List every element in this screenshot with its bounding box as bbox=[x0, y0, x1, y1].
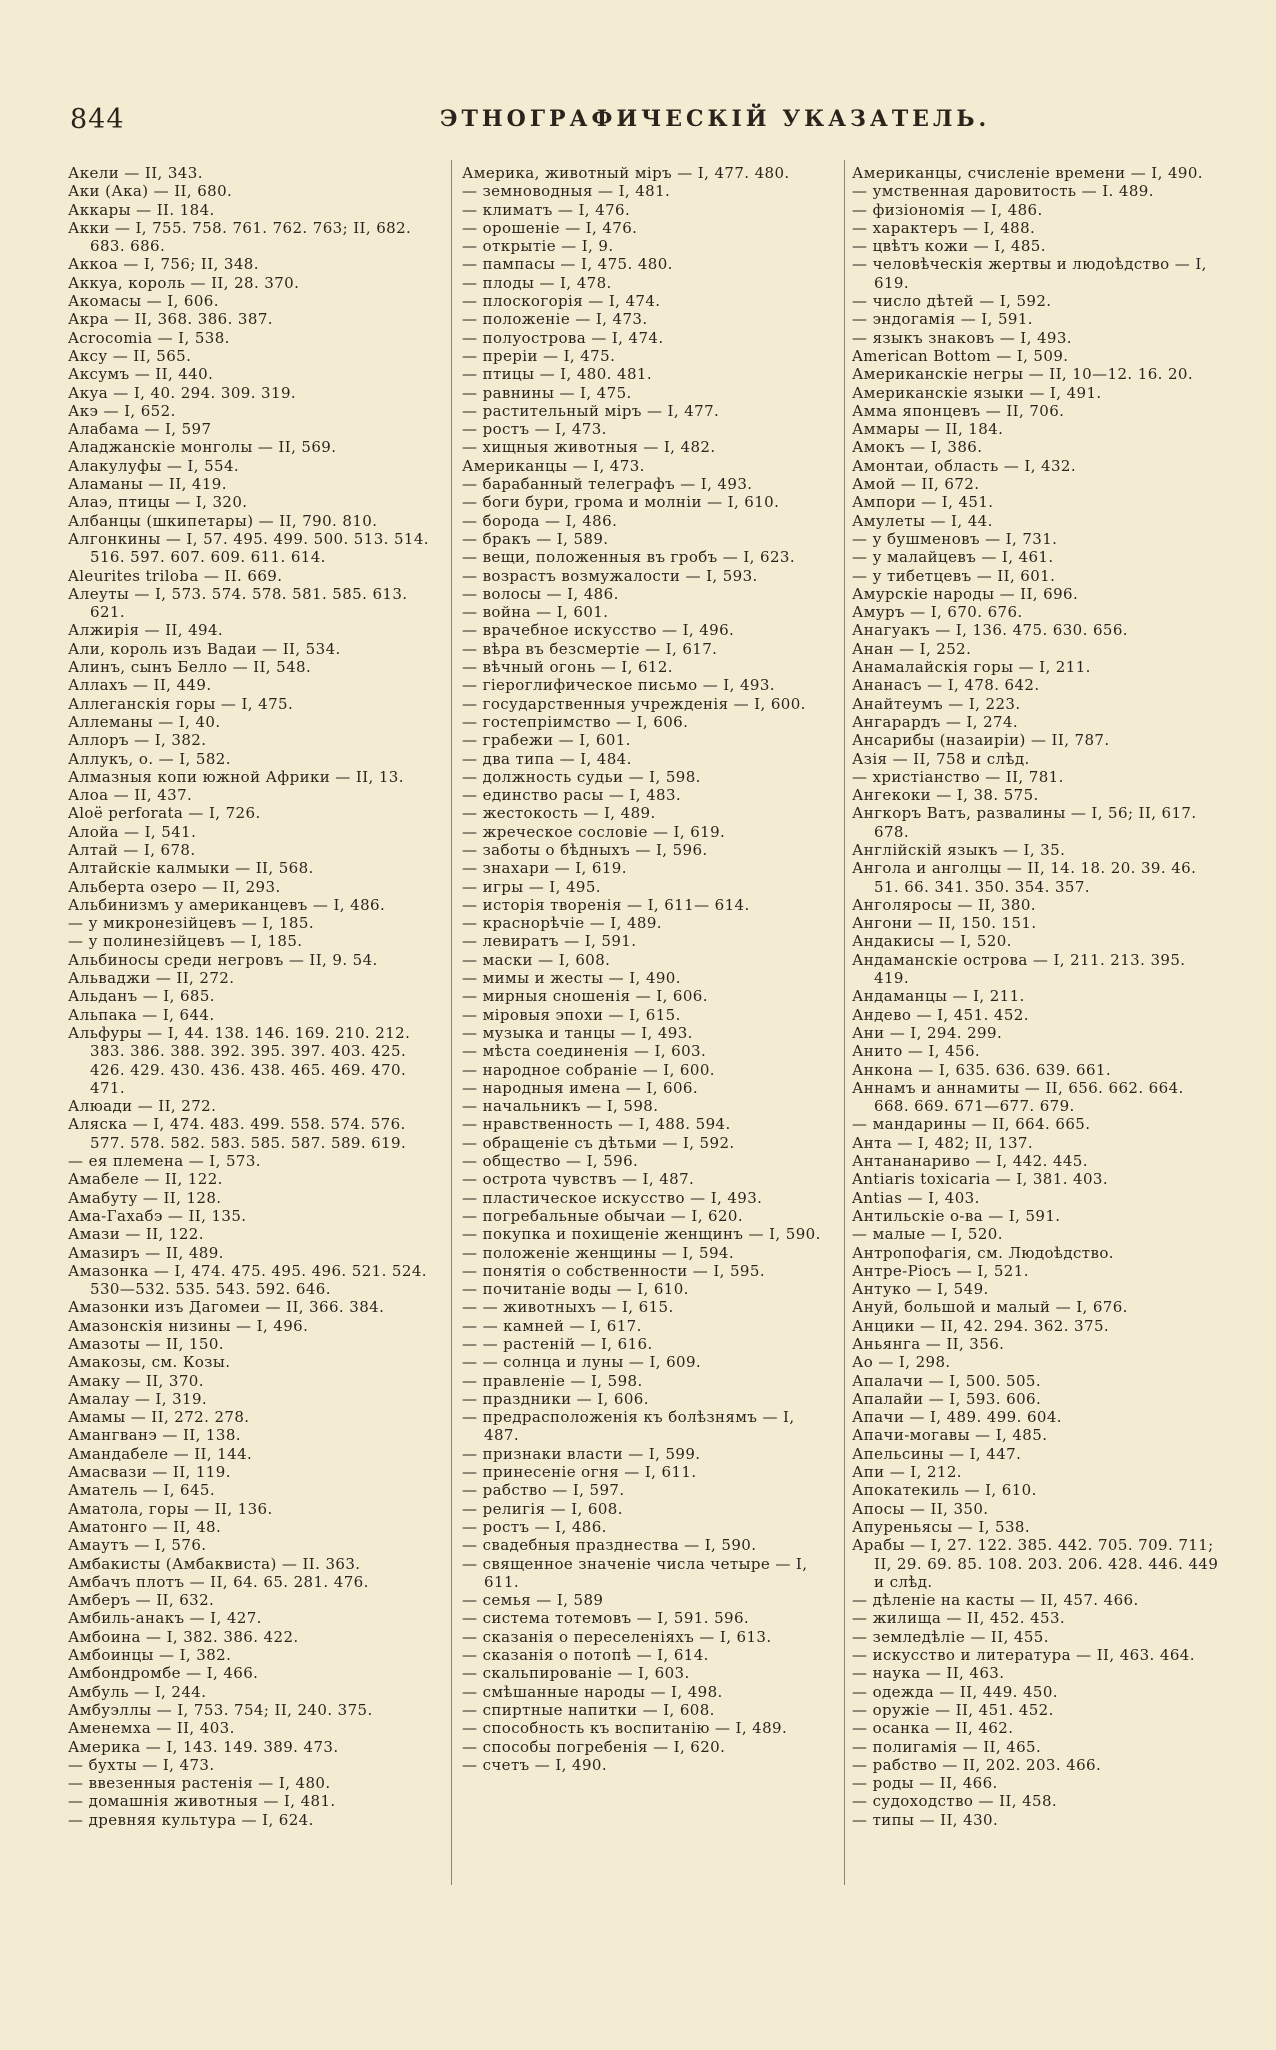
index-entry: Анта — I, 482; II, 137. bbox=[852, 1133, 1034, 1152]
index-entry: Амберъ — II, 632. bbox=[68, 1591, 215, 1610]
index-entry: Акели — II, 343. bbox=[68, 164, 203, 182]
index-entry: Амбуэллы — I, 753. 754; II, 240. 375. bbox=[68, 1700, 373, 1719]
index-entry: Аладжанскіе монголы — II, 569. bbox=[68, 438, 337, 457]
index-entry: — грабежи — I, 601. bbox=[462, 731, 631, 750]
index-entry: Амазонки изъ Дагомеи — II, 366. 384. bbox=[68, 1298, 385, 1317]
index-entry: — — солнца и луны — I, 609. bbox=[462, 1353, 702, 1372]
index-entry: — религія — I, 608. bbox=[462, 1499, 623, 1518]
index-entry: Акэ — I, 652. bbox=[68, 401, 176, 420]
index-entry: Анкона — I, 635. 636. 639. 661. bbox=[852, 1060, 1111, 1079]
index-entry: — дѣленіе на касты — II, 457. 466. bbox=[852, 1591, 1139, 1610]
index-entry: — роды — II, 466. bbox=[852, 1774, 998, 1793]
index-entry: — праздники — I, 606. bbox=[462, 1389, 649, 1408]
index-entry: — музыка и танцы — I, 493. bbox=[462, 1023, 693, 1042]
index-entry: — климатъ — I, 476. bbox=[462, 200, 631, 219]
index-entry: — краснорѣчіе — I, 489. bbox=[462, 914, 662, 933]
index-entry: Амбоинцы — I, 382. bbox=[68, 1646, 232, 1665]
index-entry: Амамы — II, 272. 278. bbox=[68, 1408, 250, 1427]
index-entry: — число дѣтей — I, 592. bbox=[852, 292, 1052, 311]
index-entry: Ангола и анголцы — II, 14. 18. 20. 39. 46. 51. 66. 341. 350. 354. 357. bbox=[852, 859, 1197, 896]
index-entry: — искусство и литература — II, 463. 464. bbox=[852, 1646, 1195, 1665]
index-entry: — почитаніе воды — I, 610. bbox=[462, 1280, 689, 1299]
index-entry: — заботы о бѣдныхъ — I, 596. bbox=[462, 840, 708, 859]
index-entry: Анайтеумъ — I, 223. bbox=[852, 694, 1021, 713]
index-entry: — бухты — I, 473. bbox=[68, 1755, 215, 1774]
index-entry: — борода — I, 486. bbox=[462, 511, 618, 530]
index-entry: — — растеній — I, 616. bbox=[462, 1335, 653, 1353]
index-entry: — судоходство — II, 458. bbox=[852, 1792, 1058, 1811]
index-entry: Амангванэ — II, 138. bbox=[68, 1426, 241, 1445]
index-entry: Анцики — II, 42. 294. 362. 375. bbox=[852, 1316, 1110, 1335]
index-entry: Албанцы (шкипетары) — II, 790. 810. bbox=[68, 511, 378, 530]
index-entry: Американцы — I, 473. bbox=[462, 456, 645, 475]
index-entry: Амонтаи, область — I, 432. bbox=[852, 456, 1077, 475]
index-column-left bbox=[68, 164, 443, 1829]
index-entry: Аки (Ака) — II, 680. bbox=[68, 182, 233, 201]
index-entry: — человѣческія жертвы и людоѣдство — I, 619. bbox=[852, 255, 1207, 292]
index-entry: Али, король изъ Вадаи — II, 534. bbox=[68, 639, 341, 658]
index-entry: — міровыя эпохи — I, 615. bbox=[462, 1005, 681, 1024]
index-entry: — понятія о собственности — I, 595. bbox=[462, 1261, 765, 1280]
index-entry: Антре-Ріосъ — I, 521. bbox=[852, 1261, 1029, 1280]
index-entry: — эндогамія — I, 591. bbox=[852, 310, 1033, 329]
index-entry: Амакозы, см. Козы. bbox=[68, 1353, 231, 1372]
index-entry: Алоа — II, 437. bbox=[68, 786, 193, 805]
index-entry: Аллоръ — I, 382. bbox=[68, 731, 207, 750]
index-entry: — древняя культура — I, 624. bbox=[68, 1810, 314, 1829]
index-entry: — предрасположенія къ болѣзнямъ — I, 487. bbox=[462, 1408, 795, 1445]
index-entry: Алмазныя копи южной Африки — II, 13. bbox=[68, 767, 404, 786]
index-entry: — погребальные обычаи — I, 620. bbox=[462, 1206, 744, 1225]
index-entry: Алинъ, сынъ Белло — II, 548. bbox=[68, 658, 312, 677]
index-entry: — гостепріимство — I, 606. bbox=[462, 712, 689, 731]
index-entry: — языкъ знаковъ — I, 493. bbox=[852, 328, 1072, 347]
index-entry: Амбиль-анакъ — I, 427. bbox=[68, 1609, 262, 1628]
index-entry: — у полинезійцевъ — I, 185. bbox=[68, 932, 303, 951]
index-entry: Аккары — II. 184. bbox=[68, 200, 215, 219]
index-entry: Алтайскіе калмыки — II, 568. bbox=[68, 859, 314, 878]
index-entry: — мимы и жесты — I, 490. bbox=[462, 969, 681, 988]
index-entry: Амбоина — I, 382. 386. 422. bbox=[68, 1627, 299, 1646]
index-entry: — домашнія животныя — I, 481. bbox=[68, 1792, 336, 1811]
index-entry: — возрастъ возмужалости — I, 593. bbox=[462, 566, 758, 585]
index-entry: — пампасы — I, 475. 480. bbox=[462, 255, 673, 274]
index-entry: — семья — I, 589 bbox=[462, 1591, 604, 1610]
index-entry: — врачебное искусство — I, 496. bbox=[462, 621, 735, 640]
index-entry: Aloë perforata — I, 726. bbox=[68, 804, 261, 823]
index-entry: — игры — I, 495. bbox=[462, 877, 601, 896]
index-entry: Ао — I, 298. bbox=[852, 1353, 951, 1372]
index-entry: Амуръ — I, 670. 676. bbox=[852, 603, 1023, 622]
index-entry: Амбуль — I, 244. bbox=[68, 1682, 207, 1701]
index-entry: Англійскій языкъ — I, 35. bbox=[852, 840, 1066, 859]
index-entry: Аматола, горы — II, 136. bbox=[68, 1499, 273, 1518]
index-entry: Аммары — II, 184. bbox=[852, 420, 1004, 439]
index-column-right bbox=[852, 164, 1222, 1829]
index-entry: — боги бури, грома и молніи — I, 610. bbox=[462, 493, 780, 512]
index-entry: Аккуа, король — II, 28. 370. bbox=[68, 273, 300, 292]
index-entry: — мандарины — II, 664. 665. bbox=[852, 1115, 1091, 1134]
index-entry: — вещи, положенныя въ гробъ — I, 623. bbox=[462, 548, 796, 567]
index-entry: Апельсины — I, 447. bbox=[852, 1444, 1022, 1463]
index-entry: — священное значеніе числа четыре — I, 611. bbox=[462, 1554, 808, 1591]
index-entry: Амазонка — I, 474. 475. 495. 496. 521. 524. 530—532. 535. 543. 592. 646. bbox=[68, 1261, 427, 1299]
index-entry: — плоскогорія — I, 474. bbox=[462, 292, 661, 311]
index-entry: Алгонкины — I, 57. 495. 499. 500. 513. 514. 516. 597. 607. 609. 611. 614. bbox=[68, 529, 429, 567]
index-entry: — нравственность — I, 488. 594. bbox=[462, 1115, 731, 1134]
index-entry: Амабеле — II, 122. bbox=[68, 1170, 223, 1189]
index-entry: Аллеманы — I, 40. bbox=[68, 712, 221, 731]
index-entry: — сказанія о потопѣ — I, 614. bbox=[462, 1646, 709, 1665]
index-entry: — ростъ — I, 473. bbox=[462, 420, 607, 439]
index-entry: — вѣчный огонь — I, 612. bbox=[462, 658, 673, 677]
index-entry: Америка — I, 143. 149. 389. 473. bbox=[68, 1737, 339, 1756]
index-entry: Аньянга — II, 356. bbox=[852, 1335, 1005, 1353]
index-entry: Аллеганскія горы — I, 475. bbox=[68, 694, 294, 713]
index-entry: — оружіе — II, 451. 452. bbox=[852, 1700, 1054, 1719]
index-entry: Ангарардъ — I, 274. bbox=[852, 712, 1019, 731]
index-entry: — полуострова — I, 474. bbox=[462, 328, 664, 347]
index-entry: — птицы — I, 480. 481. bbox=[462, 365, 653, 384]
index-entry: — ввезенныя растенія — I, 480. bbox=[68, 1774, 331, 1793]
index-entry: — война — I, 601. bbox=[462, 603, 609, 622]
index-entry: Аляска — I, 474. 483. 499. 558. 574. 576. 577. 578. 582. 583. 585. 587. 589. 619. bbox=[68, 1115, 407, 1152]
index-entry: — христіанство — II, 781. bbox=[852, 767, 1064, 786]
index-entry: Алеуты — I, 573. 574. 578. 581. 585. 613. 621. bbox=[68, 584, 408, 622]
index-entry: Амбачъ плотъ — II, 64. 65. 281. 476. bbox=[68, 1572, 369, 1591]
index-entry: Амокъ — I, 386. bbox=[852, 438, 983, 457]
index-entry: Антропофагія, см. Людоѣдство. bbox=[852, 1243, 1114, 1262]
index-entry: Анан — I, 252. bbox=[852, 639, 972, 658]
index-entry: — мѣста соединенія — I, 603. bbox=[462, 1042, 707, 1061]
index-entry: — открытіе — I, 9. bbox=[462, 237, 614, 256]
index-entry: — исторія творенія — I, 611— 614. bbox=[462, 895, 750, 914]
index-entry: — обращеніе съ дѣтьми — I, 592. bbox=[462, 1133, 735, 1152]
index-entry: — гіероглифическое письмо — I, 493. bbox=[462, 676, 775, 695]
index-entry: Альпака — I, 644. bbox=[68, 1005, 215, 1024]
index-entry: — ея племена — I, 573. bbox=[68, 1152, 261, 1171]
index-entry: Антананариво — I, 442. 445. bbox=[852, 1152, 1088, 1171]
index-entry: — принесеніе огня — I, 611. bbox=[462, 1463, 697, 1482]
index-entry: Аматель — I, 645. bbox=[68, 1481, 216, 1500]
index-entry: — правленіе — I, 598. bbox=[462, 1371, 643, 1390]
index-entry: — положеніе — I, 473. bbox=[462, 310, 648, 329]
index-entry: — цвѣтъ кожи — I, 485. bbox=[852, 237, 1046, 256]
index-entry: Амалау — I, 319. bbox=[68, 1389, 208, 1408]
index-entry: — спиртные напитки — I, 608. bbox=[462, 1700, 715, 1719]
index-entry: — способность къ воспитанію — I, 489. bbox=[462, 1719, 788, 1738]
index-entry: — два типа — I, 484. bbox=[462, 749, 632, 768]
index-entry: Американцы, счисленіе времени — I, 490. bbox=[852, 164, 1203, 182]
index-entry: Арабы — I, 27. 122. 385. 442. 705. 709. 711; II, 29. 69. 85. 108. 203. 206. 428. 446. 449 и слѣд. bbox=[852, 1536, 1219, 1591]
index-entry: — счетъ — I, 490. bbox=[462, 1755, 608, 1774]
index-entry: — — животныхъ — I, 615. bbox=[462, 1298, 674, 1317]
index-entry: Аннамъ и аннамиты — II, 656. 662. 664. 668. 669. 671—677. 679. bbox=[852, 1078, 1184, 1116]
index-entry: Амбакисты (Амбаквиста) — II. 363. bbox=[68, 1554, 361, 1573]
index-entry: — плоды — I, 478. bbox=[462, 273, 612, 292]
index-entry: — государственныя учрежденія — I, 600. bbox=[462, 694, 806, 713]
index-entry: — у бушменовъ — I, 731. bbox=[852, 529, 1058, 548]
index-entry: — у микронезійцевъ — I, 185. bbox=[68, 914, 314, 933]
index-entry: Аксу — II, 565. bbox=[68, 346, 192, 365]
index-entry: — свадебныя празднества — I, 590. bbox=[462, 1536, 757, 1555]
index-entry: Ансарибы (назаиріи) — II, 787. bbox=[852, 731, 1110, 750]
index-entry: Ангекоки — I, 38. 575. bbox=[852, 786, 1039, 805]
index-entry: — мирныя сношенія — I, 606. bbox=[462, 987, 708, 1006]
index-entry: — ростъ — I, 486. bbox=[462, 1517, 607, 1536]
index-entry: Aleurites triloba — II. 669. bbox=[68, 566, 283, 585]
index-entry: — хищныя животныя — I, 482. bbox=[462, 438, 716, 457]
index-entry: — земледѣліе — II, 455. bbox=[852, 1627, 1049, 1646]
index-entry: — скальпированіе — I, 603. bbox=[462, 1664, 690, 1683]
index-entry: Амазоты — II, 150. bbox=[68, 1335, 224, 1353]
index-entry: — наука — II, 463. bbox=[852, 1664, 1005, 1683]
index-entry: — одежда — II, 449. 450. bbox=[852, 1682, 1058, 1701]
index-entry: Аксумъ — II, 440. bbox=[68, 365, 214, 384]
index-entry: — должность судьи — I, 598. bbox=[462, 767, 701, 786]
index-entry: Апи — I, 212. bbox=[852, 1463, 962, 1482]
index-entry: Амулеты — I, 44. bbox=[852, 511, 993, 530]
index-entry: Аллахъ — II, 449. bbox=[68, 676, 212, 695]
index-entry: — признаки власти — I, 599. bbox=[462, 1444, 701, 1463]
index-entry: Америка, животный міръ — I, 477. 480. bbox=[462, 164, 790, 182]
index-entry: Апуреньясы — I, 538. bbox=[852, 1517, 1031, 1536]
index-entry: Алжирія — II, 494. bbox=[68, 621, 224, 640]
index-entry: Альданъ — I, 685. bbox=[68, 987, 215, 1006]
index-entry: Аменемха — II, 403. bbox=[68, 1719, 235, 1738]
index-entry: Апачи-могавы — I, 485. bbox=[852, 1426, 1048, 1445]
index-entry: Американскіе негры — II, 10—12. 16. 20. bbox=[852, 365, 1194, 384]
index-entry: — народныя имена — I, 606. bbox=[462, 1078, 699, 1097]
index-entry: Ама-Гахабэ — II, 135. bbox=[68, 1206, 247, 1225]
index-entry: Альбинизмъ у американцевъ — I, 486. bbox=[68, 895, 386, 914]
index-entry: Амой — II, 672. bbox=[852, 475, 980, 494]
index-entry: — сказанія о переселеніяхъ — I, 613. bbox=[462, 1627, 772, 1646]
index-entry: — осанка — II, 462. bbox=[852, 1719, 1014, 1738]
index-entry: — полигамія — II, 465. bbox=[852, 1737, 1042, 1756]
index-entry: Ануй, большой и малый — I, 676. bbox=[852, 1298, 1128, 1317]
index-entry: — начальникъ — I, 598. bbox=[462, 1097, 659, 1116]
index-entry: — типы — II, 430. bbox=[852, 1810, 999, 1829]
index-entry: — бракъ — I, 589. bbox=[462, 529, 609, 548]
index-entry: Амандабеле — II, 144. bbox=[68, 1444, 253, 1463]
index-entry: — рабство — II, 202. 203. 466. bbox=[852, 1755, 1102, 1774]
index-entry: Алюади — II, 272. bbox=[68, 1097, 217, 1116]
index-entry: — знахари — I, 619. bbox=[462, 859, 627, 878]
index-entry: Амма японцевъ — II, 706. bbox=[852, 401, 1065, 420]
index-entry: — народное собраніе — I, 600. bbox=[462, 1060, 715, 1079]
index-entry: Амаку — II, 370. bbox=[68, 1371, 204, 1390]
index-entry: Аматонго — II, 48. bbox=[68, 1517, 222, 1536]
index-entry: Амазиръ — II, 489. bbox=[68, 1243, 224, 1262]
index-entry: Antiaris toxicaria — I, 381. 403. bbox=[852, 1170, 1109, 1189]
index-entry: Ани — I, 294. 299. bbox=[852, 1023, 1003, 1042]
index-column-middle bbox=[462, 164, 832, 1774]
index-entry: Азія — II, 758 и слѣд. bbox=[852, 749, 1030, 768]
index-entry: Апалачи — I, 500. 505. bbox=[852, 1371, 1042, 1390]
index-entry: — единство расы — I, 483. bbox=[462, 786, 682, 805]
index-entry: Алакулуфы — I, 554. bbox=[68, 456, 240, 475]
index-entry: Анамалайскія горы — I, 211. bbox=[852, 658, 1091, 677]
index-entry: — рабство — I, 597. bbox=[462, 1481, 625, 1500]
index-entry: Ананасъ — I, 478. 642. bbox=[852, 676, 1040, 695]
index-entry: Алойа — I, 541. bbox=[68, 822, 197, 841]
index-entry: Акуа — I, 40. 294. 309. 319. bbox=[68, 383, 297, 402]
index-entry: Acrocomia — I, 538. bbox=[68, 328, 230, 347]
index-entry: — покупка и похищеніе женщинъ — I, 590. bbox=[462, 1225, 821, 1244]
index-entry: Андаманцы — I, 211. bbox=[852, 987, 1025, 1006]
index-entry: Амабуту — II, 128. bbox=[68, 1188, 222, 1207]
index-entry: Амазонскія низины — I, 496. bbox=[68, 1316, 309, 1335]
index-entry: — земноводныя — I, 481. bbox=[462, 182, 671, 201]
index-entry: Амасвази — II, 119. bbox=[68, 1463, 231, 1482]
index-entry: Амаутъ — I, 576. bbox=[68, 1536, 207, 1555]
index-entry: — растительный міръ — I, 477. bbox=[462, 401, 720, 420]
index-entry: — маски — I, 608. bbox=[462, 950, 611, 969]
index-entry: Алаэ, птицы — I, 320. bbox=[68, 493, 248, 512]
index-entry: — смѣшанные народы — I, 498. bbox=[462, 1682, 723, 1701]
index-entry: Апокатекиль — I, 610. bbox=[852, 1481, 1037, 1500]
index-entry: — малые — I, 520. bbox=[852, 1225, 1003, 1244]
index-entry: — система тотемовъ — I, 591. 596. bbox=[462, 1609, 750, 1628]
index-entry: — физіономія — I, 486. bbox=[852, 200, 1043, 219]
index-entry: Андаманскіе острова — I, 211. 213. 395. 419. bbox=[852, 950, 1186, 988]
index-entry: Акки — I, 755. 758. 761. 762. 763; II, 682. 683. 686. bbox=[68, 218, 412, 256]
column-divider bbox=[844, 160, 845, 1885]
index-entry: Антильскіе о-ва — I, 591. bbox=[852, 1206, 1061, 1225]
index-entry: Ампори — I, 451. bbox=[852, 493, 994, 512]
index-entry: Амази — II, 122. bbox=[68, 1225, 204, 1244]
index-entry: Акомасы — I, 606. bbox=[68, 292, 219, 311]
index-entry: Алтай — I, 678. bbox=[68, 840, 196, 859]
index-entry: Аллукъ, о. — I, 582. bbox=[68, 749, 231, 768]
index-entry: Анагуакъ — I, 136. 475. 630. 656. bbox=[852, 621, 1128, 640]
index-entry: Апачи — I, 489. 499. 604. bbox=[852, 1408, 1062, 1427]
index-entry: — пластическое искусство — I, 493. bbox=[462, 1188, 763, 1207]
index-entry: — у тибетцевъ — II, 601. bbox=[852, 566, 1056, 585]
index-entry: — жестокость — I, 489. bbox=[462, 804, 656, 823]
page-number: 844 bbox=[70, 104, 125, 135]
index-entry: — жилища — II, 452. 453. bbox=[852, 1609, 1066, 1628]
index-entry: Аламаны — II, 419. bbox=[68, 475, 227, 494]
index-entry: Ангкоръ Ватъ, развалины — I, 56; II, 617. 678. bbox=[852, 804, 1197, 841]
index-entry: Ангони — II, 150. 151. bbox=[852, 914, 1037, 933]
index-entry: Акра — II, 368. 386. 387. bbox=[68, 310, 273, 329]
index-entry: Апосы — II, 350. bbox=[852, 1499, 989, 1518]
column-divider bbox=[451, 160, 452, 1885]
index-entry: Альберта озеро — II, 293. bbox=[68, 877, 281, 896]
index-entry: Апалайи — I, 593. 606. bbox=[852, 1389, 1042, 1408]
index-entry: — жреческое сословіе — I, 619. bbox=[462, 822, 726, 841]
index-entry: Анито — I, 456. bbox=[852, 1042, 981, 1061]
index-entry: — умственная даровитость — I. 489. bbox=[852, 182, 1154, 201]
index-entry: — левиратъ — I, 591. bbox=[462, 932, 637, 951]
index-entry: — — камней — I, 617. bbox=[462, 1316, 642, 1335]
index-entry: — характеръ — I, 488. bbox=[852, 218, 1036, 237]
index-entry: — общество — I, 596. bbox=[462, 1152, 639, 1171]
index-entry: Анголяросы — II, 380. bbox=[852, 895, 1036, 914]
index-entry: — равнины — I, 475. bbox=[462, 383, 632, 402]
index-entry: Альфуры — I, 44. 138. 146. 169. 210. 212. 383. 386. 388. 392. 395. 397. 403. 425. 426. 429. 430. 436. 438. 465. 469. 470. 471. bbox=[68, 1023, 411, 1097]
index-entry: Андакисы — I, 520. bbox=[852, 932, 1012, 951]
index-entry: — у малайцевъ — I, 461. bbox=[852, 548, 1054, 567]
page-header bbox=[70, 104, 1220, 144]
index-entry: — вѣра въ безсмертіе — I, 617. bbox=[462, 639, 718, 658]
index-entry: — положеніе женщины — I, 594. bbox=[462, 1243, 735, 1262]
running-title: ЭТНОГРАФИЧЕСКІЙ УКАЗАТЕЛЬ. bbox=[440, 106, 991, 132]
index-entry: Американскіе языки — I, 491. bbox=[852, 383, 1102, 402]
index-entry: Амбондромбе — I, 466. bbox=[68, 1664, 259, 1683]
index-entry: Аккоа — I, 756; II, 348. bbox=[68, 255, 259, 274]
index-entry: — острота чувствъ — I, 487. bbox=[462, 1170, 695, 1189]
index-entry: Амурскіе народы — II, 696. bbox=[852, 584, 1079, 603]
index-entry: — преріи — I, 475. bbox=[462, 346, 616, 365]
index-entry: — орошеніе — I, 476. bbox=[462, 218, 638, 237]
index-entry: Альваджи — II, 272. bbox=[68, 969, 235, 988]
index-entry: — способы погребенія — I, 620. bbox=[462, 1737, 726, 1756]
index-entry: American Bottom — I, 509. bbox=[852, 346, 1069, 365]
index-entry: Antias — I, 403. bbox=[852, 1188, 980, 1207]
index-entry: Альбиносы среди негровъ — II, 9. 54. bbox=[68, 950, 378, 969]
index-entry: Антуко — I, 549. bbox=[852, 1280, 989, 1299]
index-entry: — барабанный телеграфъ — I, 493. bbox=[462, 475, 753, 494]
index-entry: Алабама — I, 597 bbox=[68, 420, 212, 439]
index-entry: Андево — I, 451. 452. bbox=[852, 1005, 1029, 1024]
index-entry: — волосы — I, 486. bbox=[462, 584, 619, 603]
